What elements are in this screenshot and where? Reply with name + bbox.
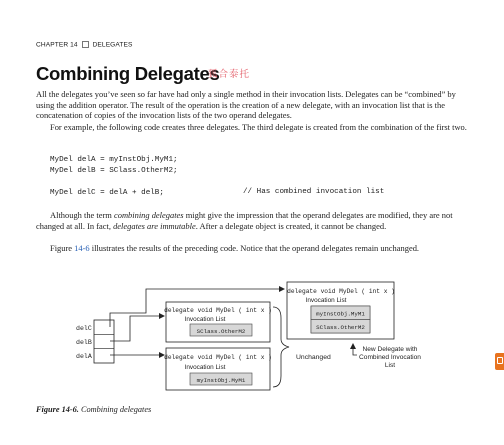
- paragraph-figure-ref-text-b: illustrates the results of the preceding code. Notice that the operand delegates remain unchanged.: [89, 243, 420, 253]
- variable-stack: [76, 320, 114, 363]
- paragraph-immutable-text-c: . After a delegate object is created, it cannot be changed.: [195, 220, 387, 231]
- method-dela-0: myInstObj.MyM1: [196, 377, 246, 384]
- method-delc-1: SClass.OtherM2: [316, 324, 365, 331]
- figure-caption-label: Figure 14-6.: [36, 405, 79, 414]
- chapter-name: DELEGATES: [92, 41, 133, 49]
- emphasis-delegates-immutable: delegates are immutable: [113, 220, 196, 231]
- paragraph-immutable-text-b: might give the impression that the operand delegates are modified, they are not changed at all. In fact,: [36, 210, 453, 231]
- new-delegate-label: New Delegate with Combined Invocation List: [359, 346, 421, 369]
- document-side-icon[interactable]: [495, 353, 504, 370]
- variable-cells: [94, 320, 114, 363]
- code-line-1: MyDel delA = myInstObj.MyM1;: [50, 156, 178, 164]
- emphasis-combining-delegates: combining delegates: [113, 210, 184, 220]
- delegate-box-dela: [164, 348, 272, 390]
- paragraph-intro-text: All the delegates you’ve seen so far have had only a single method in their invocation lists. Delegates can be “combined” by using the addition operator. The result of the operation is the creation of a new delegate, with an invocation list that is the concatenation of copies of the invocation lists of the two operand delegates.: [36, 89, 456, 121]
- new-delegate-pointer: [353, 344, 357, 355]
- delegate-header-dela: delegate void MyDel ( int x ): [164, 354, 272, 361]
- code-comment: // Has combined invocation list: [243, 188, 385, 196]
- code-line-3: MyDel delC = delA + delB;: [50, 189, 164, 197]
- delegate-box-delb: [164, 302, 272, 342]
- invocation-label-delc: Invocation List: [305, 297, 347, 304]
- arrow-delb: [110, 316, 164, 341]
- var-label-delc: delC: [76, 325, 92, 332]
- watermark-stamp: 狐合泰托: [208, 70, 251, 80]
- method-delb-0: SClass.OtherM2: [196, 328, 246, 335]
- var-label-dela: delA: [76, 353, 92, 360]
- unchanged-label: Unchanged: [296, 354, 331, 361]
- paragraph-immutable-text-a: Although the term: [50, 210, 114, 220]
- delegate-box-delc: [287, 282, 395, 339]
- figure-link[interactable]: 14-6: [74, 243, 90, 253]
- var-label-delb: delB: [76, 339, 92, 346]
- delegate-header-delc: delegate void MyDel ( int x ): [287, 288, 395, 295]
- chapter-number: CHAPTER 14: [36, 41, 78, 49]
- section-title: Combining Delegates: [36, 63, 220, 84]
- invocation-label-dela: Invocation List: [184, 364, 226, 371]
- delegate-header-delb: delegate void MyDel ( int x ): [164, 307, 272, 314]
- code-line-2: MyDel delB = SClass.OtherM2;: [50, 167, 178, 175]
- figure-caption: [36, 405, 151, 414]
- new-delegate-label-box: [358, 346, 422, 376]
- paragraph-figure-ref-text-a: Figure: [50, 243, 75, 253]
- figure-caption-text: Combining delegates: [80, 405, 152, 414]
- paragraph-example-text: For example, the following code creates three delegates. The third delegate is created from the combination of the first two.: [50, 122, 467, 132]
- invocation-label-delb: Invocation List: [184, 316, 226, 323]
- method-delc-0: myInstObj.MyM1: [316, 310, 365, 318]
